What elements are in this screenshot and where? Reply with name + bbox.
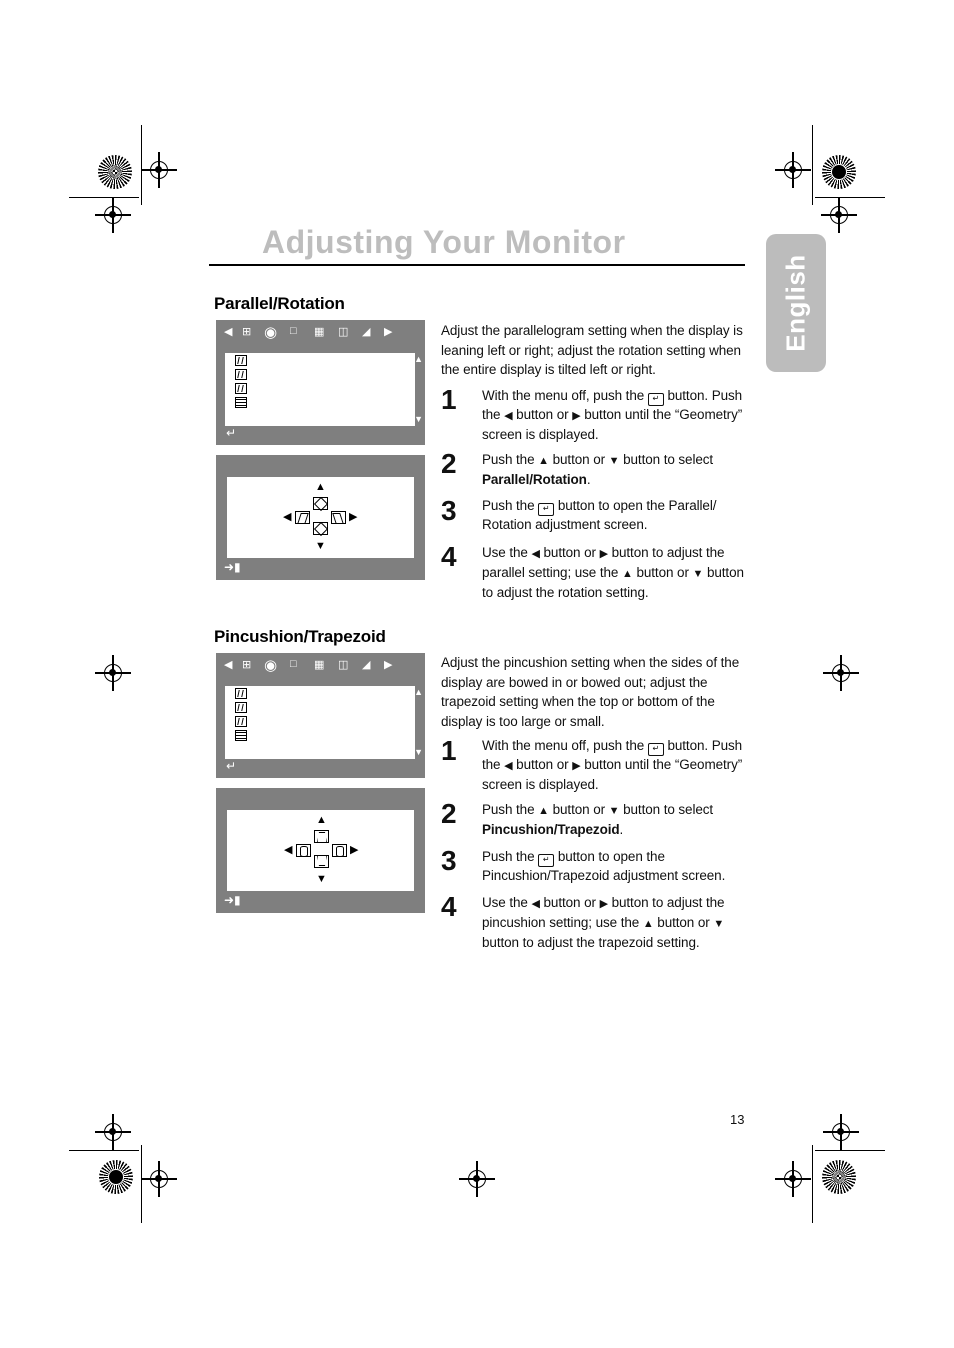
crosshair-mark-icon	[830, 206, 848, 224]
step-number: 4	[441, 541, 457, 572]
left-triangle-icon: ◀	[531, 898, 540, 910]
up-triangle-icon: ▲	[642, 917, 654, 930]
starburst-mark-icon	[822, 155, 856, 189]
corner-icon: ◢	[362, 659, 371, 671]
pincushion-in-icon	[296, 844, 311, 857]
step-number: 4	[441, 891, 457, 922]
scroll-up-icon: ▲	[414, 354, 423, 364]
parallel-rotation-adjust-screen	[216, 455, 425, 580]
page-number: 13	[730, 1112, 745, 1127]
convergence-icon: ▦	[314, 659, 325, 671]
left-arrow-icon: ◀	[224, 659, 233, 671]
language-tab	[766, 234, 826, 372]
crosshair-mark-icon	[784, 161, 802, 179]
crosshair-mark-icon	[832, 1123, 850, 1141]
left-arrow-icon: ◀	[224, 326, 233, 338]
pincushion-out-icon	[332, 844, 347, 857]
down-triangle-icon: ▼	[692, 567, 704, 580]
language-tab-label: English	[780, 254, 811, 352]
parallel-rotation-icon	[235, 355, 247, 366]
left-arrow-icon: ◀	[284, 844, 293, 856]
step-number: 3	[441, 495, 457, 526]
crosshair-mark-icon	[150, 1170, 168, 1188]
geometry-menu-screen	[216, 653, 425, 778]
osd-adjust-window	[227, 477, 414, 558]
right-triangle-icon: ▶	[572, 760, 581, 772]
exit-icon: ➜▮	[224, 893, 241, 907]
right-arrow-icon: ▶	[349, 511, 358, 523]
osd-icon-bar	[224, 658, 417, 676]
list-icon	[235, 397, 247, 408]
right-triangle-icon: ▶	[599, 548, 608, 560]
list-icon	[235, 730, 247, 741]
osd-submenu-list	[225, 686, 415, 759]
moire-icon: ◫	[338, 326, 349, 338]
pincushion-trapezoid-adjust-screen	[216, 788, 425, 913]
step-text: With the menu off, push the ↵ button. Push the ◀ button or ▶ button until the “Geometry” screen is displayed.	[482, 388, 743, 442]
parallel-left-icon	[295, 511, 310, 524]
size-icon: □	[290, 658, 297, 670]
crosshair-mark-icon	[784, 1170, 802, 1188]
corner-icon: ◢	[362, 326, 371, 338]
pincushion-trapezoid-icon	[235, 369, 247, 380]
crosshair-mark-icon	[832, 664, 850, 682]
pincushion-trapezoid-icon	[235, 702, 247, 713]
section-intro: Adjust the parallelogram setting when the display is leaning left or right; adjust the rotation setting when the entire display is tilted left or right.	[441, 323, 743, 377]
position-icon: ⊞	[242, 659, 252, 671]
right-arrow-icon: ▶	[384, 326, 393, 338]
geometry-icon: ◉	[264, 657, 278, 674]
rotation-icon	[313, 522, 328, 535]
step-text: Use the ◀ button or ▶ button to adjust the pincushion setting; use the ▲ button or ▼ button to adjust the trapezoid setting.	[482, 895, 725, 950]
step-text: Push the ↵ button to open the Pincushion/Trapezoid adjustment screen.	[482, 849, 726, 883]
section-heading-pincushion-trapezoid: Pincushion/Trapezoid	[214, 627, 386, 646]
up-triangle-icon: ▲	[538, 455, 549, 467]
step-number: 3	[441, 845, 457, 876]
left-triangle-icon: ◀	[531, 548, 540, 560]
step-number: 2	[441, 798, 457, 829]
step-text: Push the ▲ button or ▼ button to select Pincushion/Trapezoid.	[482, 802, 714, 837]
enter-key-icon: ↵	[538, 503, 554, 516]
step-number: 1	[441, 384, 457, 415]
enter-icon: ↵	[226, 759, 237, 773]
parallel-rotation-icon	[235, 688, 247, 699]
step-text: Push the ↵ button to open the Parallel/ Rotation adjustment screen.	[482, 498, 717, 532]
section-intro: Adjust the pincushion setting when the sides of the display are bowed in or bowed out; adjust the trapezoid setting when the top or bottom of the display is too large or small.	[441, 655, 740, 729]
right-arrow-icon: ▶	[350, 844, 359, 856]
down-triangle-icon: ▼	[713, 917, 725, 930]
moire-icon: ◫	[338, 659, 349, 671]
convergence-icon: ▦	[314, 326, 325, 338]
step-text: Use the ◀ button or ▶ button to adjust the parallel setting; use the ▲ button or ▼ button to adjust the rotation setting.	[482, 545, 744, 600]
starburst-mark-icon	[822, 1160, 856, 1194]
enter-key-icon: ↵	[648, 743, 664, 756]
scroll-down-icon: ▼	[414, 747, 423, 757]
linearity-icon	[235, 383, 247, 394]
step-text: Push the ▲ button or ▼ button to select Parallel/Rotation.	[482, 452, 714, 487]
left-triangle-icon: ◀	[504, 760, 513, 772]
down-arrow-icon: ▼	[315, 540, 326, 552]
enter-key-icon: ↵	[538, 854, 554, 867]
position-icon: ⊞	[242, 326, 252, 338]
osd-submenu-list	[225, 353, 415, 426]
exit-icon: ➜▮	[224, 560, 241, 574]
parallel-right-icon	[331, 511, 346, 524]
trapezoid-bottom-icon	[314, 855, 329, 868]
page-title: Adjusting Your Monitor	[262, 224, 626, 260]
crosshair-mark-icon	[104, 1123, 122, 1141]
down-triangle-icon: ▼	[608, 455, 620, 467]
crosshair-mark-icon	[468, 1170, 486, 1188]
step-number: 1	[441, 735, 457, 766]
right-triangle-icon: ▶	[572, 410, 581, 422]
step-number: 2	[441, 448, 457, 479]
up-triangle-icon: ▲	[622, 567, 633, 580]
rotation-icon	[313, 497, 328, 510]
size-icon: □	[290, 325, 297, 337]
down-arrow-icon: ▼	[316, 873, 327, 885]
trapezoid-top-icon	[314, 830, 329, 843]
section-heading-parallel-rotation: Parallel/Rotation	[214, 294, 345, 313]
left-arrow-icon: ◀	[283, 511, 292, 523]
geometry-menu-screen	[216, 320, 425, 445]
scroll-down-icon: ▼	[414, 414, 423, 424]
up-arrow-icon: ▲	[315, 481, 326, 493]
starburst-mark-icon	[98, 155, 132, 189]
linearity-icon	[235, 716, 247, 727]
down-triangle-icon: ▼	[608, 805, 620, 817]
up-triangle-icon: ▲	[538, 805, 549, 817]
crosshair-mark-icon	[150, 161, 168, 179]
step-text: With the menu off, push the ↵ button. Push the ◀ button or ▶ button until the “Geometry” screen is displayed.	[482, 738, 743, 792]
scroll-up-icon: ▲	[414, 687, 423, 697]
left-triangle-icon: ◀	[504, 410, 513, 422]
enter-icon: ↵	[226, 426, 237, 440]
osd-adjust-window	[227, 810, 414, 891]
osd-icon-bar	[224, 325, 417, 343]
right-triangle-icon: ▶	[599, 898, 608, 910]
enter-key-icon: ↵	[648, 393, 664, 406]
crosshair-mark-icon	[104, 664, 122, 682]
title-divider	[209, 264, 745, 266]
geometry-icon: ◉	[264, 324, 278, 341]
up-arrow-icon: ▲	[316, 814, 327, 826]
right-arrow-icon: ▶	[384, 659, 393, 671]
starburst-mark-icon	[99, 1160, 133, 1194]
crosshair-mark-icon	[104, 206, 122, 224]
